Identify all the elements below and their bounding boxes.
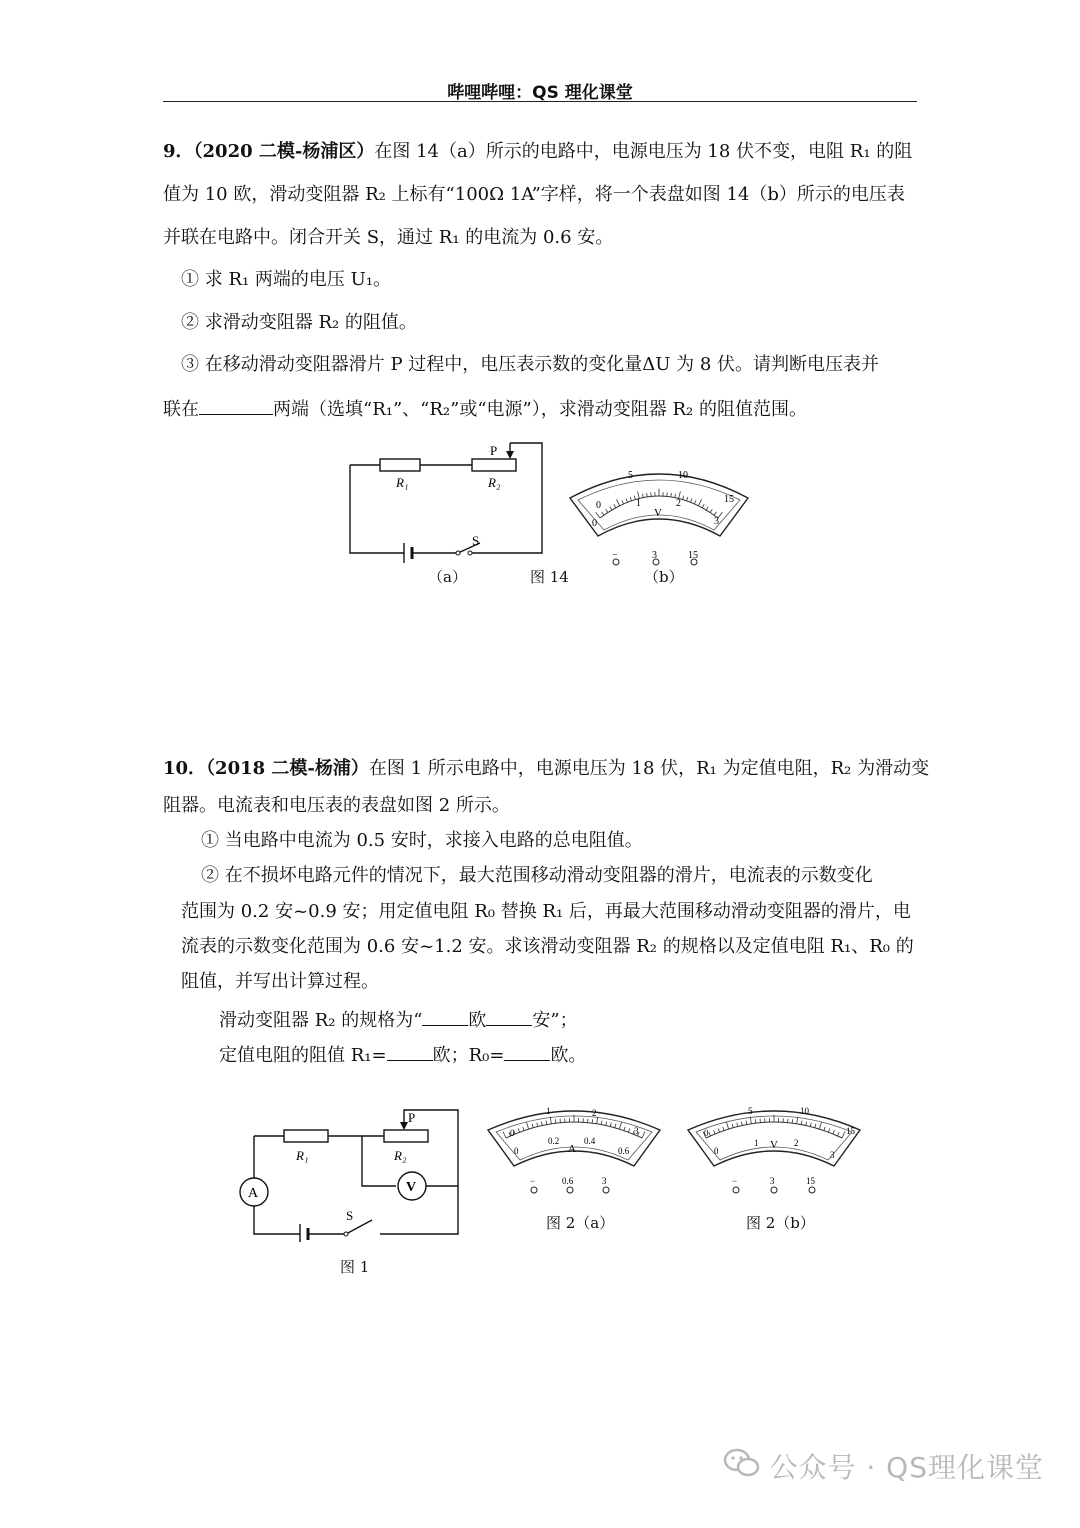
q10-label-s: S bbox=[346, 1208, 354, 1223]
dial-tick bbox=[702, 504, 704, 508]
dial-tick bbox=[687, 497, 688, 501]
q9-caption-a: （a） bbox=[428, 568, 467, 586]
q10a-terminal-neg: − bbox=[530, 1176, 536, 1186]
dial-tick bbox=[537, 1123, 538, 1127]
q10-label-r2: R₂ bbox=[394, 1148, 407, 1163]
dial-tick bbox=[601, 1121, 602, 1125]
dial-tick bbox=[694, 500, 696, 504]
q10b-top-2: 10 bbox=[800, 1106, 809, 1116]
q9-terminal-3: 3 bbox=[652, 550, 657, 561]
q10-r1-blank[interactable] bbox=[387, 1044, 433, 1061]
q10-number: 10．（2018 二模-杨浦） bbox=[163, 758, 369, 779]
dial-tick bbox=[718, 1128, 719, 1132]
dial-tick bbox=[606, 1122, 607, 1126]
q9-label-p: P bbox=[490, 443, 498, 458]
q9-dial-bottom-0: 0 bbox=[592, 518, 597, 529]
q10-resistance-line bbox=[219, 1044, 586, 1065]
q10a-top-3: 3 bbox=[634, 1126, 639, 1136]
dial-tick bbox=[683, 496, 684, 500]
q10b-terminal-neg: − bbox=[732, 1176, 738, 1186]
q9-dial-bottom-1: 1 bbox=[636, 498, 641, 509]
dial-tick bbox=[602, 512, 604, 515]
q10b-terminal-15: 15 bbox=[806, 1176, 815, 1186]
dial-tick bbox=[732, 1124, 733, 1128]
q10b-terminal-3: 3 bbox=[770, 1176, 775, 1186]
q10a-top-1: 1 bbox=[546, 1106, 551, 1116]
q9-line1 bbox=[163, 143, 912, 161]
q9-terminal-15: 15 bbox=[688, 550, 698, 561]
q10a-bottom-0: 0 bbox=[514, 1146, 519, 1156]
dial-tick bbox=[675, 494, 676, 498]
dial-tick bbox=[615, 1124, 616, 1128]
q9-caption-fig: 图 14 bbox=[530, 568, 569, 586]
dial-tick bbox=[741, 1122, 742, 1126]
q9-item3: ③ 在移动滑动变阻器滑片 P 过程中，电压表示数的变化量ΔU 为 8 伏。请判断电压表并 bbox=[181, 354, 880, 375]
dial-tick bbox=[523, 1127, 524, 1131]
q10a-bottom-2: 0.4 bbox=[584, 1136, 596, 1146]
q10-spec-ohm-blank[interactable] bbox=[422, 1009, 468, 1026]
dial-tick bbox=[628, 1128, 629, 1132]
dial-tick bbox=[610, 507, 612, 510]
q10-caption-fig1: 图 1 bbox=[340, 1258, 370, 1276]
q10b-bottom-2: 2 bbox=[794, 1138, 799, 1148]
dial-tick bbox=[746, 1121, 747, 1125]
q10a-terminal-06: 0.6 bbox=[562, 1176, 574, 1186]
dial-tick bbox=[690, 499, 691, 503]
q10-label-p: P bbox=[408, 1110, 416, 1125]
wechat-icon bbox=[723, 1447, 761, 1486]
q9-label-r2: R₂ bbox=[488, 475, 501, 490]
dial-tick bbox=[737, 1123, 738, 1127]
dial-tick bbox=[518, 1128, 519, 1132]
q10-text-1: 在图 1 所示电路中，电源电压为 18 伏，R₁ 为定值电阻，R₂ 为滑动变 bbox=[368, 758, 930, 779]
watermark-text: 公众号 · QS理化课堂 bbox=[769, 1451, 1044, 1484]
dial-tick bbox=[642, 1131, 645, 1138]
q9-dial-bottom-3: 3 bbox=[714, 516, 719, 527]
q9-item2: ② 求滑动变阻器 R₂ 的阻值。 bbox=[181, 312, 417, 333]
q9-line2: 值为 10 欧，滑动变阻器 R₂ 上标有“100Ω 1A”字样，将一个表盘如图 14（b）所示的电压表 bbox=[163, 184, 905, 205]
dial-tick bbox=[614, 504, 616, 508]
dial-tick bbox=[810, 1123, 811, 1127]
q10-caption-fig2a: 图 2（a） bbox=[546, 1214, 615, 1232]
dial-tick bbox=[806, 1122, 807, 1126]
q10b-top-0: 0 bbox=[704, 1128, 709, 1138]
dial-tick bbox=[714, 512, 716, 515]
dial-tick bbox=[824, 1127, 825, 1131]
q10-circuit-diagram bbox=[232, 1102, 468, 1242]
q9-fill-prefix: 联在 bbox=[163, 399, 199, 420]
q10b-bottom-1: 1 bbox=[754, 1138, 759, 1148]
dial-tick bbox=[706, 507, 708, 510]
q10-caption-fig2b: 图 2（b） bbox=[746, 1214, 815, 1232]
q10-item2d: 阻值，并写出计算过程。 bbox=[181, 971, 379, 992]
q9-dial-bottom-2: 2 bbox=[676, 498, 681, 509]
q9-item1: ① 求 R₁ 两端的电压 U₁。 bbox=[181, 269, 392, 290]
q10-item2a: ② 在不损坏电路元件的情况下，最大范围移动滑动变阻器的滑片，电流表的示数变化 bbox=[201, 865, 873, 886]
q10a-top-2: 2 bbox=[592, 1108, 597, 1118]
dial-tick bbox=[532, 1124, 533, 1128]
q10-item2c: 流表的示数变化范围为 0.6 安~1.2 安。求该滑动变阻器 R₂ 的规格以及定值电阻 R₁、R₀ 的 bbox=[181, 936, 914, 957]
q10a-bottom-1: 0.2 bbox=[548, 1136, 560, 1146]
q10-r0-blank[interactable] bbox=[504, 1044, 550, 1061]
q10-spec-mid: 欧 bbox=[468, 1010, 487, 1031]
q9-answer-blank[interactable] bbox=[199, 398, 273, 415]
dial-tick bbox=[833, 1130, 835, 1134]
watermark bbox=[723, 1446, 1044, 1486]
q10b-unit: V bbox=[770, 1139, 778, 1151]
q9-terminal-neg: − bbox=[612, 550, 618, 561]
dial-tick bbox=[801, 1121, 802, 1125]
q9-item3-cont bbox=[163, 398, 807, 419]
dial-tick bbox=[630, 497, 631, 501]
dial-tick bbox=[819, 1122, 821, 1129]
dial-tick bbox=[616, 499, 619, 505]
q10-res-suffix: 欧。 bbox=[550, 1045, 587, 1066]
header-divider bbox=[163, 101, 917, 102]
q9-caption-b: （b） bbox=[644, 568, 684, 586]
q9-circuit-diagram bbox=[340, 435, 560, 565]
q9-line3: 并联在电路中。闭合开关 S，通过 R₁ 的电流为 0.6 安。 bbox=[163, 227, 614, 248]
q9-voltmeter-dial bbox=[564, 458, 754, 568]
q9-dial-unit: V bbox=[654, 507, 662, 519]
dial-tick bbox=[842, 1131, 845, 1138]
q9-dial-top-0: 0 bbox=[596, 500, 601, 511]
dial-tick bbox=[541, 1122, 542, 1126]
q9-dial-top-3: 15 bbox=[724, 494, 734, 505]
q10-res-prefix: 定值电阻的阻值 R₁= bbox=[219, 1045, 387, 1066]
dial-tick bbox=[709, 1132, 711, 1136]
q9-dial-top-1: 5 bbox=[628, 470, 633, 481]
dial-tick bbox=[647, 493, 648, 497]
q10-ammeter-symbol: A bbox=[248, 1186, 259, 1201]
dial-tick bbox=[606, 509, 608, 512]
q9-number: 9．（2020 二模-杨浦区） bbox=[163, 141, 375, 162]
q9-dial-top-2: 10 bbox=[678, 470, 688, 481]
q10-line1 bbox=[163, 760, 929, 778]
dial-tick bbox=[626, 499, 627, 503]
q9-fill-suffix: 两端（选填“R₁”、“R₂”或“电源”），求滑动变阻器 R₂ 的阻值范围。 bbox=[273, 399, 807, 420]
q10a-top-0: 0 bbox=[510, 1128, 515, 1138]
q10-spec-prefix: 滑动变阻器 R₂ 的规格为“ bbox=[219, 1010, 423, 1031]
q10-item2b: 范围为 0.2 安~0.9 安；用定值电阻 R₀ 替换 R₁ 后，再最大范围移动滑动变阻器的滑片，电 bbox=[181, 901, 911, 922]
dial-tick bbox=[527, 1122, 529, 1129]
q10-spec-amp-blank[interactable] bbox=[486, 1009, 532, 1026]
q10-voltmeter-symbol: V bbox=[406, 1180, 417, 1195]
dial-tick bbox=[815, 1124, 816, 1128]
q10-voltmeter-dial bbox=[684, 1102, 864, 1198]
q10-res-mid: 欧；R₀= bbox=[432, 1045, 505, 1066]
q10-spec-suffix: 安”； bbox=[532, 1010, 578, 1031]
q10b-top-3: 15 bbox=[846, 1126, 855, 1136]
q10-item1: ① 当电路中电流为 0.5 安时，求接入电路的总电阻值。 bbox=[201, 830, 643, 851]
dial-tick bbox=[619, 1122, 621, 1129]
page-header-title: 哔哩哔哩：QS 理化课堂 bbox=[447, 83, 633, 103]
q10b-bottom-0: 0 bbox=[714, 1146, 719, 1156]
dial-tick bbox=[642, 494, 643, 498]
q10a-bottom-3: 0.6 bbox=[618, 1146, 630, 1156]
dial-tick bbox=[671, 493, 672, 497]
q10-spec-line bbox=[219, 1009, 578, 1030]
q10-line2: 阻器。电流表和电压表的表盘如图 2 所示。 bbox=[163, 795, 510, 816]
dial-tick bbox=[723, 1127, 724, 1131]
dial-tick bbox=[837, 1132, 839, 1136]
q9-label-r1: R₁ bbox=[396, 475, 409, 490]
dial-tick bbox=[610, 1123, 611, 1127]
q10b-bottom-3: 3 bbox=[830, 1150, 835, 1160]
dial-tick bbox=[622, 500, 624, 504]
q10-ammeter-dial bbox=[484, 1102, 664, 1198]
dial-tick bbox=[727, 1122, 729, 1129]
dial-tick bbox=[710, 509, 712, 512]
q9-label-s: S bbox=[472, 533, 480, 548]
dial-tick bbox=[828, 1128, 829, 1132]
q10b-top-1: 5 bbox=[748, 1106, 753, 1116]
q9-text-1: 在图 14（a）所示的电路中，电源电压为 18 伏不变，电阻 R₁ 的阻 bbox=[374, 141, 913, 162]
dial-tick bbox=[714, 1130, 716, 1134]
dial-tick bbox=[503, 1131, 506, 1138]
dial-tick bbox=[624, 1127, 625, 1131]
q10a-unit: A bbox=[568, 1143, 576, 1155]
q10-label-r1: R₁ bbox=[296, 1148, 309, 1163]
q10a-terminal-3: 3 bbox=[602, 1176, 607, 1186]
dial-tick bbox=[546, 1121, 547, 1125]
dial-tick bbox=[698, 499, 701, 505]
